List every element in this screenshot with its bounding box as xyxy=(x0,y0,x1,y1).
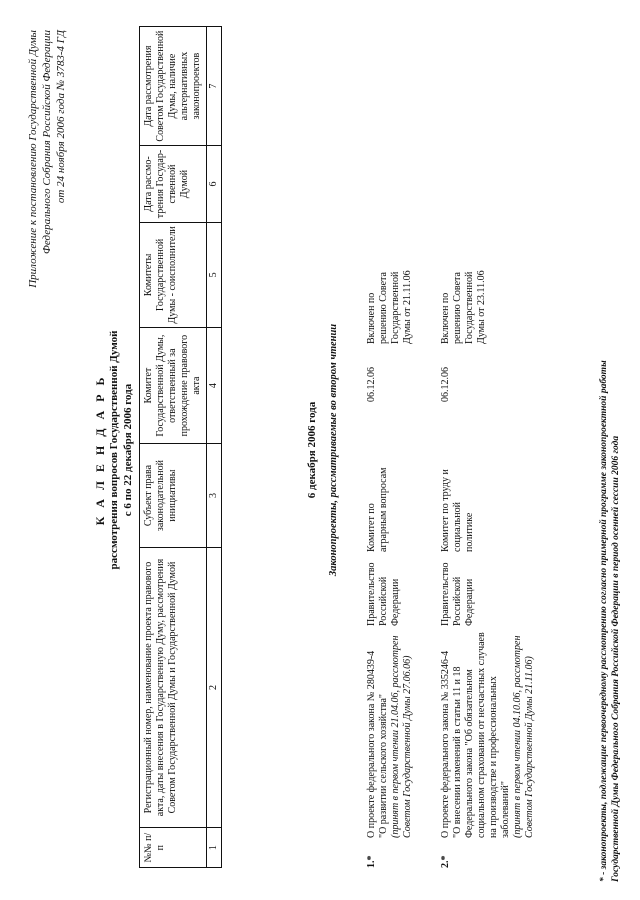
appendix-note xyxy=(26,30,68,450)
footnote-line-2: Государственной Думы Федерального Собрания Российской Федерации в период осенней сессии 2006 года xyxy=(611,435,621,882)
column-number: 2 xyxy=(207,547,222,828)
item-subject: Правительство Российской Федерации xyxy=(366,562,401,626)
bill-title: "О развитии сельского хозяйства" xyxy=(378,694,389,838)
appendix-line-3: от 24 ноября 2006 года № 3783-4 ГД xyxy=(55,30,67,204)
section-heading: Законопроекты, рассматриваемые во втором чтении xyxy=(328,323,339,577)
column-number: 7 xyxy=(207,27,222,146)
bill-number: О проекте федерального закона № 280439-4 xyxy=(366,650,377,838)
header-committee: Комитет Государственной Думы, ответственный за прохождение правового акта xyxy=(140,327,207,443)
document-title: К А Л Е Н Д А Р Ь xyxy=(93,374,107,526)
header-duma-date: Дата рассмо-трения Государ-ственной Думой xyxy=(140,146,207,223)
document-period: с 6 по 22 декабря 2006 года xyxy=(122,383,134,517)
header-number: №№ п/п xyxy=(140,828,207,868)
header-row xyxy=(140,27,207,868)
column-number: 1 xyxy=(207,828,222,868)
item-committee: Комитет по труду и социальной политике xyxy=(440,469,475,552)
bill-note: (принят в первом чтении 21.04.06, рассмотрен Советом Государственной Думы 27.06.06) xyxy=(390,635,413,838)
column-number-row xyxy=(207,27,222,868)
bill-title: "О внесении изменений в статьи 11 и 18 Федерального закона "Об обязательном социальном страховании от несчастных случаев на производстве и профессиональных заболеваний" xyxy=(452,632,511,838)
column-number: 5 xyxy=(207,222,222,327)
item-description xyxy=(440,626,536,838)
footnote-line-1: * - законопроекты, подлежащие первоочередному рассмотрению согласно примерной программе законопроектной работы xyxy=(599,360,609,882)
header-coexecutors: Комитеты Государственной Думы - соисполнители xyxy=(140,222,207,327)
item-duma-date: 06.12.06 xyxy=(440,367,451,402)
item-subject: Правительство Российской Федерации xyxy=(440,562,475,626)
appendix-line-1: Приложение к постановлению Государственной Думы xyxy=(27,30,39,288)
bill-number: О проекте федерального закона № 335246-4 xyxy=(440,650,451,838)
item-council-info: Включен по решению Совета Государственной Думы от 21.11.06 xyxy=(366,270,413,344)
column-number: 6 xyxy=(207,146,222,223)
header-subject: Субъект права законодательной инициативы xyxy=(140,444,207,547)
appendix-line-2: Федерального Собрания Российской Федерации xyxy=(41,30,53,254)
header-council-date: Дата рассмотрения Советом Государственной Думы, наличие альтернативных законопроектов xyxy=(140,27,207,146)
date-heading: 6 декабря 2006 года xyxy=(306,401,318,499)
item-description xyxy=(366,626,414,838)
item-number: 1.* xyxy=(366,855,377,868)
item-committee: Комитет по аграрным вопросам xyxy=(366,467,389,552)
column-number: 3 xyxy=(207,444,222,547)
item-council-info: Включен по решению Совета Государственной Думы от 23.11.06 xyxy=(440,270,487,344)
footnote xyxy=(598,22,622,882)
document-subtitle: рассмотрения вопросов Государственной Думой xyxy=(108,330,120,570)
column-number: 4 xyxy=(207,327,222,443)
calendar-header-table xyxy=(139,26,222,868)
item-number: 2.* xyxy=(440,855,451,868)
item-duma-date: 06.12.06 xyxy=(366,367,377,402)
header-registration: Регистрационный номер, наименование проекта правового акта, даты внесения в Государственную Думу, рассмотрения Советом Государственной Думы и Государственной Думой xyxy=(140,547,207,828)
bill-note: (принят в первом чтении 04.10.06, рассмотрен Советом Государственной Думы 21.11.06) xyxy=(512,635,535,838)
